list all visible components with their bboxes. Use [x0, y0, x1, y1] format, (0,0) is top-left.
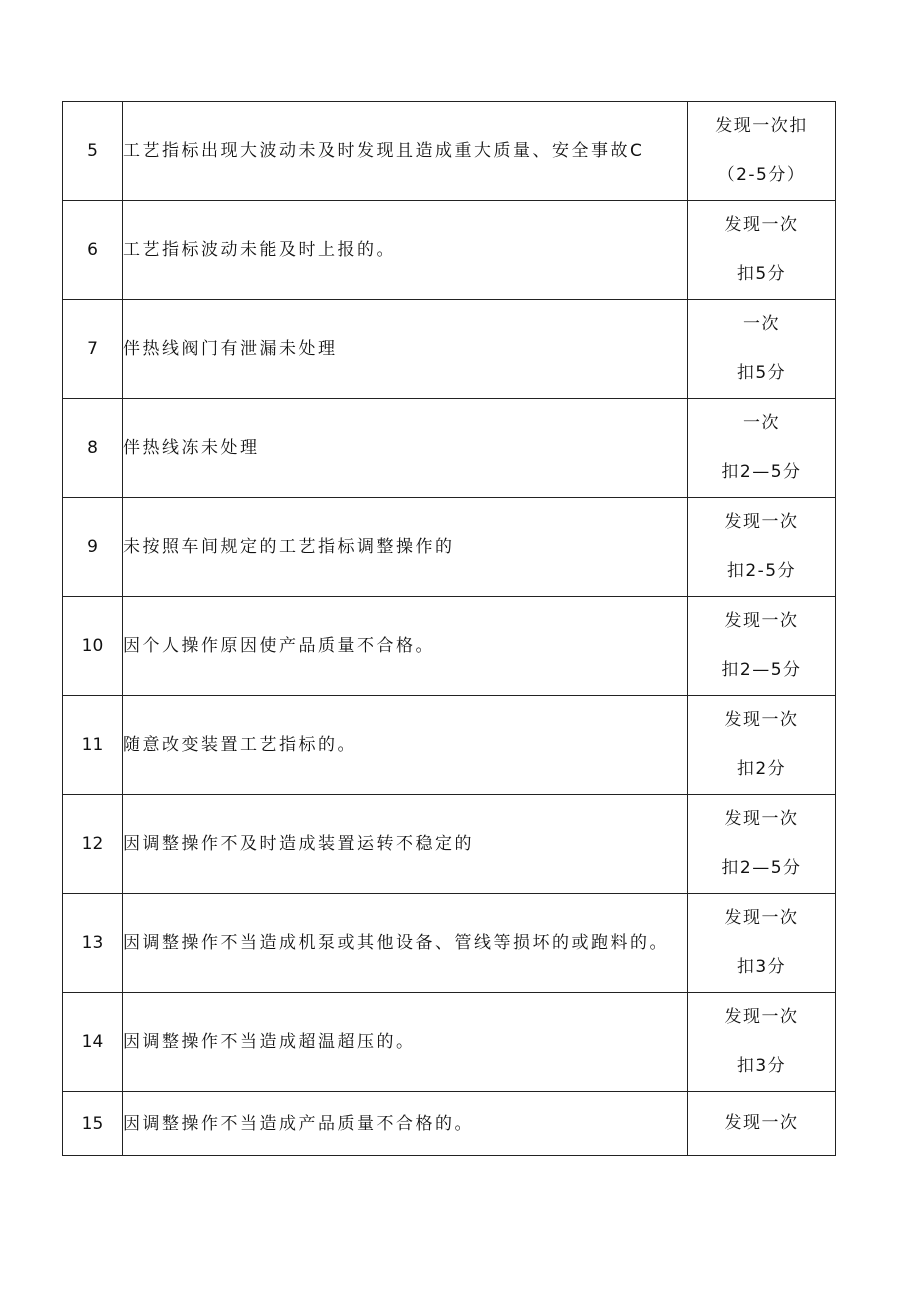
- row-number: 13: [63, 894, 123, 993]
- row-description: 未按照车间规定的工艺指标调整操作的: [123, 498, 688, 597]
- row-number: 14: [63, 993, 123, 1092]
- table-row: [63, 102, 836, 201]
- row-penalty: [688, 696, 836, 795]
- penalty-line: 发现一次: [724, 1113, 799, 1133]
- penalty-line: 扣2—5分: [721, 858, 802, 878]
- penalty-line: 发现一次: [724, 512, 799, 532]
- row-number: 5: [63, 102, 123, 201]
- row-description: 因调整操作不当造成超温超压的。: [123, 993, 688, 1092]
- penalty-line: 扣5分: [736, 363, 787, 383]
- row-description: 工艺指标出现大波动未及时发现且造成重大质量、安全事故C: [123, 102, 688, 201]
- table-row: [63, 201, 836, 300]
- row-number: 9: [63, 498, 123, 597]
- penalty-line: 一次: [743, 413, 780, 433]
- table-row: [63, 300, 836, 399]
- row-description: 因调整操作不当造成产品质量不合格的。: [123, 1092, 688, 1156]
- row-number: 11: [63, 696, 123, 795]
- row-description: 伴热线阀门有泄漏未处理: [123, 300, 688, 399]
- row-description: 因个人操作原因使产品质量不合格。: [123, 597, 688, 696]
- penalty-line: 发现一次: [724, 710, 799, 730]
- row-penalty: [688, 993, 836, 1092]
- row-penalty: [688, 300, 836, 399]
- penalty-line: 发现一次: [724, 611, 799, 631]
- penalty-line: 一次: [743, 314, 780, 334]
- row-number: 8: [63, 399, 123, 498]
- penalty-line: 扣5分: [736, 264, 787, 284]
- penalty-line: 发现一次扣: [715, 116, 808, 136]
- penalty-line: 扣3分: [736, 957, 787, 977]
- row-number: 15: [63, 1092, 123, 1156]
- table-row: [63, 894, 836, 993]
- row-number: 10: [63, 597, 123, 696]
- row-penalty: [688, 498, 836, 597]
- penalty-line: （2-5分）: [717, 165, 806, 185]
- row-description: 随意改变装置工艺指标的。: [123, 696, 688, 795]
- row-number: 7: [63, 300, 123, 399]
- penalty-line: 扣2—5分: [721, 462, 802, 482]
- row-description: 因调整操作不及时造成装置运转不稳定的: [123, 795, 688, 894]
- table-row: [63, 498, 836, 597]
- penalty-line: 发现一次: [724, 908, 799, 928]
- table-row: [63, 795, 836, 894]
- row-description: 因调整操作不当造成机泵或其他设备、管线等损坏的或跑料的。: [123, 894, 688, 993]
- row-penalty: [688, 795, 836, 894]
- table-row: [63, 399, 836, 498]
- row-number: 12: [63, 795, 123, 894]
- row-penalty: [688, 597, 836, 696]
- penalty-line: 发现一次: [724, 809, 799, 829]
- table-row: [63, 1092, 836, 1156]
- row-penalty: [688, 201, 836, 300]
- penalty-line: 扣2分: [736, 759, 787, 779]
- row-number: 6: [63, 201, 123, 300]
- row-penalty: [688, 894, 836, 993]
- row-penalty: [688, 1092, 836, 1156]
- penalty-line: 扣2—5分: [721, 660, 802, 680]
- row-description: 伴热线冻未处理: [123, 399, 688, 498]
- row-penalty: [688, 102, 836, 201]
- row-penalty: [688, 399, 836, 498]
- rules-table: [62, 101, 836, 1156]
- row-description: 工艺指标波动未能及时上报的。: [123, 201, 688, 300]
- penalty-line: 扣2-5分: [726, 561, 797, 581]
- penalty-line: 发现一次: [724, 215, 799, 235]
- table-row: [63, 696, 836, 795]
- penalty-line: 扣3分: [736, 1056, 787, 1076]
- table-row: [63, 597, 836, 696]
- penalty-line: 发现一次: [724, 1007, 799, 1027]
- table-row: [63, 993, 836, 1092]
